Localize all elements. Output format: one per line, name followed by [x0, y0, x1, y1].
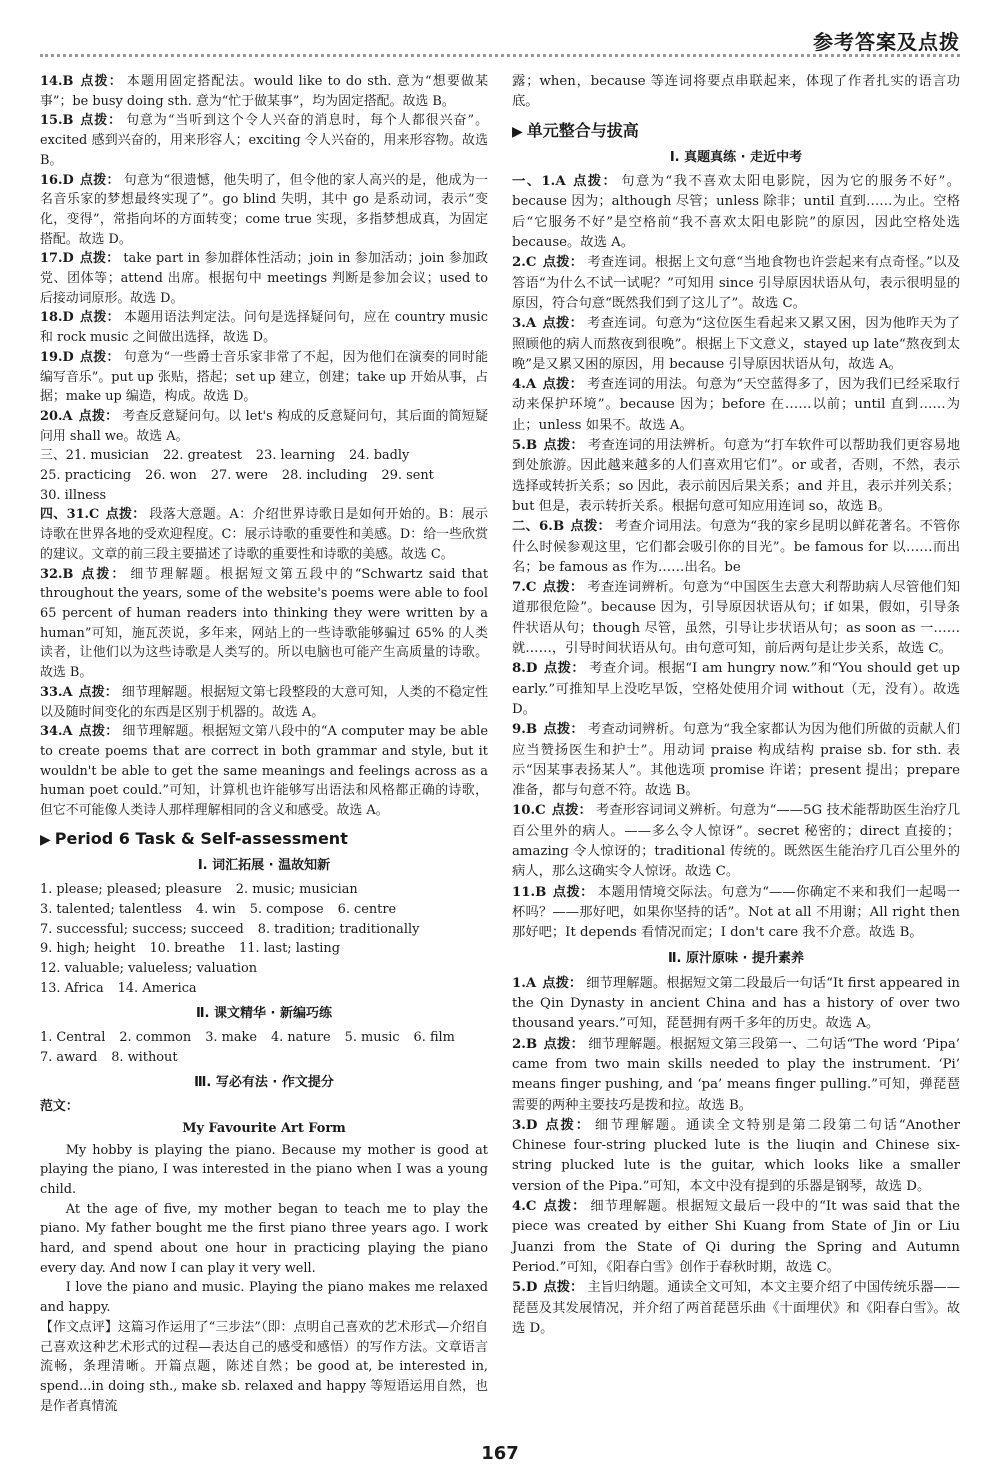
word-item: 5. compose — [249, 901, 324, 917]
item-answer: D — [525, 1117, 538, 1133]
answer-item — [40, 565, 488, 683]
word-item: 12. valuable; valueless; valuation — [40, 960, 258, 976]
item-tip-label: 点拨： — [542, 975, 583, 991]
item-number: 7. — [512, 580, 526, 596]
answer-item — [512, 172, 960, 253]
item-number: 四、31. — [40, 507, 90, 523]
item-answer: D — [525, 1280, 538, 1296]
unit-title-text: 单元整合与拔高 — [526, 120, 639, 140]
answer-item — [512, 375, 960, 436]
item-explanation: 句意为“我不喜欢太阳电影院，因为它的服务不好”。because 因为；although 尽管；unless 除非；until 直到……为止。空格后“它服务不好”是空格前“我不喜欢太阳电影院”的原因，因此空格处选 because。故选 A。 — [512, 174, 961, 251]
answer-item — [512, 517, 960, 578]
word-item: 6. film — [413, 1030, 455, 1046]
item-tip-label: 点拨： — [543, 1036, 585, 1052]
word-item: 10. breathe — [149, 941, 226, 957]
item-tip-label: 点拨： — [551, 803, 592, 819]
sample-label: 范文： — [40, 1099, 79, 1115]
word-item: 4. nature — [270, 1030, 331, 1046]
item-explanation: 细节理解题。根据短文第三段第一、二句话“The word ‘Pipa’ came from two main skills needed to play the instrument. ‘Pi’ means finger pushing, and ‘pa’ means finger pulling.”可知，弹琵琶需要的两种主要技巧是拨和拉。故选 B。 — [512, 1036, 960, 1113]
answer-item — [40, 72, 488, 111]
item-tip-label: 点拨： — [79, 349, 120, 365]
item-explanation: 句意为“一些爵士音乐家非常了不起，因为他们在演奏的同时能编写音乐”。put up 张贴，搭起；set up 建立，创建；take up 开始从事，占据；make up 编造，构成。故选 D。 — [40, 349, 489, 405]
fill-answer: 28. including — [281, 468, 368, 484]
word-item: 13. Africa — [40, 980, 104, 996]
item-tip-label: 点拨： — [105, 507, 146, 523]
item-answer: A — [62, 724, 73, 740]
item-number: 15. — [40, 113, 63, 129]
item-tip-label: 点拨： — [543, 1117, 591, 1133]
item-tip-label: 点拨： — [79, 74, 123, 89]
subsection-title: Ⅲ. 写必有法 · 作文提分 — [194, 1075, 334, 1091]
subsection-title: Ⅱ. 原汁原味 · 提升素养 — [667, 951, 805, 967]
word-item: 6. centre — [337, 901, 397, 917]
item-answer: D — [62, 251, 74, 267]
essay-comment: 【作文点评】这篇习作运用了“三步法”（即：点明自己喜欢的艺术形式—介绍自己喜欢这种艺术形式的过程—表达自己的感受和感悟）的写作方法。文章语言流畅，条理清晰。开篇点题，陈述自然；be good at, be interested in, spend...in doing sth., make sb. relaxed and happy 等短语运用自然，也是作者真情流 — [40, 1319, 488, 1414]
item-number: 11. — [512, 884, 536, 900]
item-explanation: 考查形容词词义辨析。句意为“——5G 技术能帮助医生治疗几百公里外的病人。——多么令人惊讶”。secret 秘密的；direct 直接的；amazing 令人惊讶的；traditional 传统的。既然医生能治疗几百公里外的病人，那么这确实令人惊讶。故选 C。 — [512, 803, 961, 880]
item-explanation: 细节理解题。根据短文最后一段中的“It was said that the piece was created by either Shi Kuang from State of Jin or Liu Juanzi from the State of Qi during the Spring and Autumn Period.”可知，《阳春白雪》创作于春秋时期，故选 C。 — [512, 1199, 961, 1275]
item-answer: B — [62, 74, 74, 89]
item-explanation: 考查动词辨析。句意为“我全家都认为因为他们所做的贡献人们应当赞扬医生和护士”。用动词 praise 构成结构 praise sb. for sth. 表示“因某事表扬某人”。其他选项 promise 许诺；present 提出；prepare 准备，都与句意不符。故选 B。 — [512, 722, 960, 799]
item-explanation: 细节理解题。根据短文第七段整段的大意可知，人类的不稳定性以及随时间变化的东西是区别于机器的。故选 A。 — [40, 684, 489, 720]
item-answer: C — [525, 580, 537, 596]
item-answer: D — [62, 310, 74, 326]
period-title-text: Period 6 Task & Self-assessment — [54, 828, 348, 848]
word-item: 11. last; lasting — [239, 941, 340, 957]
item-answer: D — [62, 172, 74, 188]
item-number: 4. — [512, 1199, 526, 1215]
word-row — [40, 1028, 488, 1048]
answer-item — [40, 111, 488, 170]
essay-paragraph: I love the piano and music. Playing the piano makes me relaxed and happy. — [40, 1280, 488, 1316]
item-answer: A — [525, 316, 537, 332]
item-tip-label: 点拨： — [542, 580, 584, 596]
item-number: 1. — [512, 975, 526, 991]
item-tip-label: 点拨： — [571, 174, 618, 190]
answer-item — [512, 1116, 960, 1197]
answer-item — [512, 436, 960, 517]
item-tip-label: 点拨： — [79, 310, 120, 326]
answer-item — [40, 171, 488, 250]
item-answer: A — [555, 174, 566, 190]
page-header — [40, 18, 960, 58]
item-number: 34. — [40, 724, 63, 740]
word-row — [40, 880, 488, 900]
fill-answer: 29. sent — [381, 468, 434, 484]
item-answer: A — [525, 377, 537, 393]
answer-item — [512, 1035, 960, 1116]
item-explanation: 本题用语法判定法。问句是选择疑问句，应在 country music 和 rock music 之间做出选择，故选 D。 — [40, 310, 489, 346]
item-explanation: 考查反意疑问句。以 let's 构成的反意疑问句，其后面的简短疑问用 shall we。故选 A。 — [40, 408, 488, 444]
item-answer: B — [525, 722, 538, 738]
item-number: 18. — [40, 310, 63, 326]
triangle-icon: ▶ — [40, 831, 51, 848]
item-explanation: 考查连词的用法。句意为“天空蓝得多了，因为我们已经采取行动来保护环境”。because 因为；before 在……以前；until 直到……为止；unless 如果不。故选 A。 — [512, 377, 960, 433]
item-tip-label: 点拨： — [542, 316, 584, 332]
item-answer: A — [62, 408, 73, 424]
answer-item — [40, 348, 488, 407]
item-number: 9. — [512, 722, 526, 738]
word-item: 3. make — [205, 1030, 257, 1046]
item-number: 2. — [512, 255, 526, 271]
item-tip-label: 点拨： — [543, 1280, 584, 1296]
subsection-title: Ⅰ. 真题真练 · 走近中考 — [669, 149, 803, 165]
word-row — [40, 920, 488, 940]
fill-answer: 26. won — [145, 468, 197, 484]
section-lead: 三、 — [40, 448, 66, 464]
item-number: 一、1. — [512, 174, 556, 190]
item-answer: C — [89, 507, 100, 523]
word-row — [40, 900, 488, 920]
answer-item — [512, 578, 960, 659]
left-column — [40, 72, 488, 1416]
fill-answer: 22. greatest — [162, 448, 242, 464]
word-item: 5. music — [344, 1030, 400, 1046]
essay-paragraph: At the age of five, my mother began to teach me to play the piano. My father bought me the first piano three years ago. I work hard, and spend about one hour in practicing playing the piano every day. And now I can play it very well. — [40, 1201, 488, 1276]
item-answer: D — [62, 349, 74, 365]
item-answer: D — [525, 661, 538, 677]
fill-answer: 27. were — [210, 468, 268, 484]
answer-item — [512, 1197, 960, 1278]
item-tip-label: 点拨： — [543, 722, 584, 738]
item-tip-label: 点拨： — [78, 408, 119, 424]
fill-answer: 25. practicing — [40, 468, 132, 484]
answer-item — [512, 720, 960, 801]
item-explanation: 考查介词。根据“I am hungry now.”和“You should get up early.”可推知早上没吃早饭，空格处使用介词 without（无，没有）。故选 D。 — [512, 661, 960, 717]
word-item: 1. please; pleased; pleasure — [40, 882, 222, 898]
item-explanation: 考查介词用法。句意为“我的家乡昆明以鲜花著名。不管你什么时候参观这里，它们都会吸引你的目光”。be famous for 以……而出名；be famous as 作为……出名。be — [512, 519, 960, 575]
answer-item — [40, 308, 488, 347]
item-tip-label: 点拨： — [78, 684, 118, 700]
item-number: 8. — [512, 661, 526, 677]
word-item: 1. Central — [40, 1030, 106, 1046]
header-title: 参考答案及点拨 — [813, 30, 960, 54]
item-tip-label: 点拨： — [79, 251, 120, 267]
item-answer: B — [62, 113, 74, 129]
essay-title: My Favourite Art Form — [182, 1120, 346, 1136]
answer-item — [512, 974, 960, 1035]
fill-answer: 24. badly — [349, 448, 410, 464]
item-explanation: 考查连词的用法辨析。句意为“打车软件可以帮助我们更容易地到处旅游。因此越来越多的人们喜欢用它们”。or 或者，否则，不然，表示选择或转折关系；so 因此，表示前因后果关系；and 并且，表示并列关系；but 但是，表示转折关系。根据句意可知应用连词 so，故选 B。 — [512, 438, 960, 514]
item-explanation: take part in 参加群体性活动；join in 参加活动；join 参加政党、团体等；attend 出席。根据句中 meetings 判断是参加会议；used to 后接动词原形。故选 D。 — [40, 251, 489, 306]
item-tip-label: 点拨： — [542, 377, 584, 393]
item-answer: A — [525, 975, 537, 991]
item-tip-label: 点拨： — [543, 438, 584, 454]
word-item: 7. award — [40, 1049, 98, 1065]
subsection-title: Ⅱ. 课文精华 · 新编巧练 — [195, 1006, 333, 1022]
item-number: 33. — [40, 684, 63, 700]
item-explanation: 考查连词。根据上文句意“当地食物也许尝起来有点奇怪。”以及答语“为什么不试一试呢？”可知用 since 引导原因状语从句，表示很明显的原因，符合句意“既然我们到了这儿了”。故选 C。 — [512, 255, 961, 311]
subsection-title: Ⅰ. 词汇拓展 · 温故知新 — [197, 858, 331, 874]
word-row — [40, 979, 488, 999]
item-explanation: 段落大意题。A：介绍世界诗歌日是如何开始的。B：展示诗歌在世界各地的受欢迎程度。C：展示诗歌的重要性和美感。D：给一些欣赏的建议。文章的前三段主要描述了诗歌的重要性和诗歌的美感。故选 C。 — [40, 507, 488, 562]
item-answer: B — [525, 1036, 538, 1052]
item-explanation: 句意为“当听到这个令人兴奋的消息时，每个人都很兴奋”。excited 感到兴奋的，用来形容人；exciting 令人兴奋的，用来形容物。故选 B。 — [40, 113, 488, 168]
answer-item — [40, 407, 488, 446]
item-tip-label: 点拨： — [79, 566, 127, 582]
item-number: 32. — [40, 566, 63, 582]
word-item: 3. talented; talentless — [40, 901, 182, 917]
answer-item — [40, 249, 488, 308]
answer-item — [512, 883, 960, 944]
item-number: 14. — [40, 74, 63, 89]
item-number: 20. — [40, 408, 63, 424]
word-item: 8. without — [111, 1049, 178, 1065]
item-answer: B — [535, 884, 547, 900]
page-number: 167 — [481, 1443, 519, 1464]
fill-answer: 21. musician — [65, 448, 149, 464]
word-item: 2. music; musician — [235, 882, 358, 898]
right-column — [512, 72, 960, 1339]
item-explanation: 细节理解题。通读全文特别是第二段第二句话“Another Chinese four-string plucked lute is the liuqin and Chinese six-string plucked lute is the guitar, which looks like a smaller version of the Pipa.”可知，本文中没有提到的乐器是钢琴，故选 D。 — [512, 1117, 960, 1194]
fill-answer: 30. illness — [40, 487, 107, 503]
item-number: 17. — [40, 251, 63, 267]
answer-item — [512, 1278, 960, 1339]
item-answer: B — [552, 519, 565, 535]
item-explanation: 本题用固定搭配法。would like to do sth. 意为“想要做某事”；be busy doing sth. 意为“忙于做某事”，均为固定搭配。故选 B。 — [40, 74, 488, 109]
item-number: 4. — [512, 377, 526, 393]
item-number: 10. — [512, 803, 536, 819]
triangle-icon: ▶ — [512, 123, 523, 140]
item-explanation: 细节理解题。根据短文第八段中的“A computer may be able to create poems that are correct in both grammar and style, but it wouldn't be able to get the same meanings and feelings across as a human poet could.”可知，计算机也许能够写出语法和风格都正确的诗歌，但它不可能像人类诗人那样理解相同的含义和感受。故选 A。 — [40, 724, 489, 819]
fill-row — [40, 486, 488, 506]
word-item: 7. successful; success; succeed — [40, 921, 244, 937]
item-tip-label: 点拨： — [78, 724, 119, 740]
item-number: 5. — [512, 1280, 526, 1296]
item-answer: C — [525, 255, 537, 271]
word-item: 8. tradition; traditionally — [257, 921, 420, 937]
item-number: 2. — [512, 1036, 526, 1052]
word-row — [40, 939, 488, 959]
item-explanation: 考查连词。句意为“这位医生看起来又累又困，因为他昨天为了照顾他的病人而熬夜到很晚”。根据上下文意义，stayed up late“熬夜到太晚”是又累又困的原因，用 because 引导原因状语从句，故选 A。 — [512, 316, 960, 372]
item-explanation: 本题用情境交际法。句意为“——你确定不来和我们一起喝一杯吗？——那好吧，如果你坚持的话”。Not at all 不用谢；All right then 那好吧；It depends 看情况而定；I don't care 我不介意。故选 B。 — [512, 884, 960, 941]
item-number: 3. — [512, 316, 526, 332]
item-number: 5. — [512, 438, 526, 454]
item-tip-label: 点拨： — [542, 1199, 587, 1215]
item-answer: B — [525, 438, 538, 454]
item-tip-label: 点拨： — [570, 519, 611, 535]
answer-item — [40, 505, 488, 564]
item-explanation: 考查连词辨析。句意为“中国医生去意大利帮助病人尽管他们知道那很危险”。because 因为，引导原因状语从句；if 如果，假如，引导条件状语从句；though 尽管，虽然，引导让步状语从句；as soon as 一……就……，引导时间状语从句。由句意可知，前后两句是让步关系，故选 C。 — [512, 580, 960, 657]
answer-item — [512, 314, 960, 375]
essay-paragraph: My hobby is playing the piano. Because my mother is good at playing the piano, I was interested in the piano when I was a young child. — [40, 1142, 488, 1197]
item-answer: C — [525, 1199, 537, 1215]
item-number: 16. — [40, 172, 63, 188]
item-explanation: 主旨归纳题。通读全文可知，本文主要介绍了中国传统乐器——琵琶及其发展情况，并介绍了两首琵琶乐曲《十面埋伏》和《阳春白雪》。故选 D。 — [512, 1280, 961, 1336]
item-tip-label: 点拨： — [543, 661, 586, 677]
item-number: 3. — [512, 1117, 526, 1133]
item-tip-label: 点拨： — [79, 172, 120, 188]
fill-answer: 23. learning — [255, 448, 336, 464]
item-tip-label: 点拨： — [542, 255, 584, 271]
item-explanation: 细节理解题。根据短文第五段中的“Schwartz said that throughout the years, some of the website's poems were able to fool 65 percent of human readers into thinking they were written by a human”可知，施瓦茨说，多年来，网站上的一些诗歌能够骗过 65% 的人类读者，让他们以为这些诗歌是人类写的。所以电脑也可能产生高质量的诗歌。故选 B。 — [40, 566, 489, 681]
word-item: 2. common — [119, 1030, 192, 1046]
answer-item — [40, 722, 488, 821]
item-explanation: 句意为“很遗憾，他失明了，但令他的家人高兴的是，他成为一名音乐家的梦想最终实现了”。go blind 失明，其中 go 是系动词，表示“变化，变得”，常指向坏的方面转变；come true 实现，多指梦想成真，为固定搭配。故选 D。 — [40, 172, 489, 247]
word-item: 4. win — [195, 901, 236, 917]
item-answer: B — [62, 566, 74, 582]
word-item: 14. America — [117, 980, 197, 996]
fill-row — [40, 446, 488, 466]
item-number: 19. — [40, 349, 63, 365]
item-answer: A — [62, 684, 73, 700]
answer-item — [512, 801, 960, 882]
word-row — [40, 1048, 488, 1068]
fill-row — [40, 466, 488, 486]
answer-item — [512, 659, 960, 720]
word-row — [40, 959, 488, 979]
item-answer: C — [535, 803, 546, 819]
unit-title — [512, 121, 960, 142]
item-tip-label: 点拨： — [79, 113, 123, 129]
item-tip-label: 点拨： — [552, 884, 594, 900]
answer-item — [512, 253, 960, 314]
period-title — [40, 829, 488, 851]
item-number: 二、6. — [512, 519, 553, 535]
answer-item — [40, 683, 488, 722]
continued-text: 露；when，because 等连词将要点串联起来，体现了作者扎实的语言功底。 — [512, 74, 960, 110]
word-item: 9. high; height — [40, 941, 136, 957]
item-explanation: 细节理解题。根据短文第二段最后一句话“It first appeared in the Qin Dynasty in ancient China and has a history of over two thousand years.”可知，琵琶拥有两千多年的历史。故选 A。 — [512, 975, 960, 1032]
